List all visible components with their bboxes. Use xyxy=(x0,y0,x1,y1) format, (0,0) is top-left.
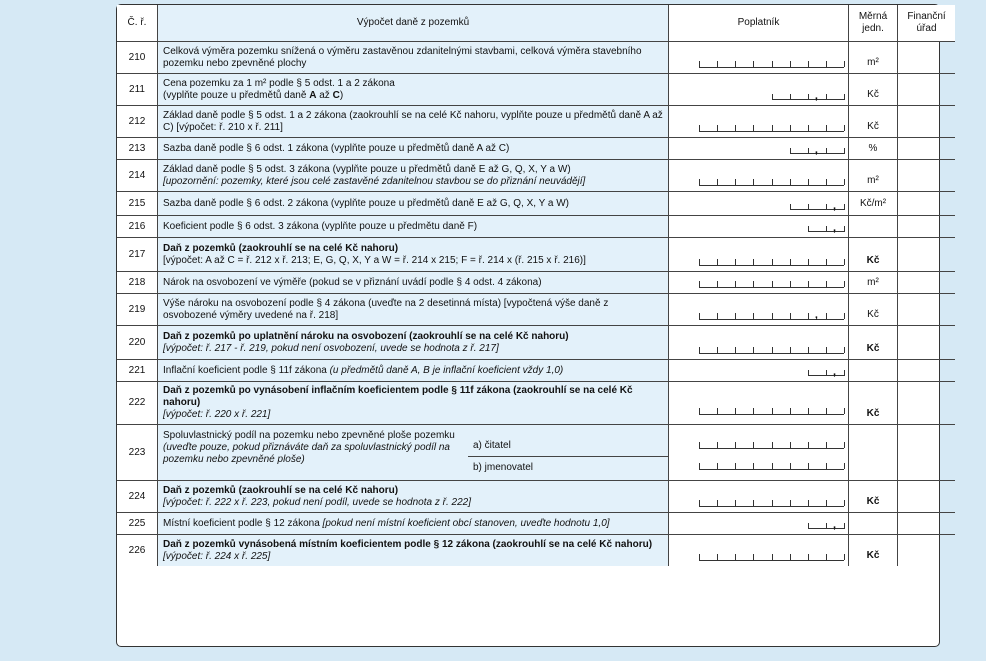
digit-separator-tick xyxy=(790,554,791,560)
digit-separator-tick xyxy=(772,500,773,506)
digit-separator-tick xyxy=(808,281,809,287)
unit-of-measure: m² xyxy=(849,42,898,74)
taxpayer-entry[interactable] xyxy=(669,238,849,272)
digit-separator-tick xyxy=(808,61,809,67)
unit-of-measure: Kč xyxy=(849,74,898,106)
digit-entry-field[interactable] xyxy=(699,347,844,354)
row-description xyxy=(158,360,669,382)
row-description xyxy=(158,138,669,160)
digit-separator-tick xyxy=(844,226,845,232)
digit-separator-tick xyxy=(826,463,827,469)
digit-separator-tick xyxy=(772,281,773,287)
row-description-note: [výpočet: ř. 224 x ř. 225] xyxy=(163,550,271,562)
digit-separator-tick xyxy=(753,259,754,265)
form-row-219 xyxy=(117,294,955,326)
row-description-text: Celková výměra pozemku snížená o výměru zastavěnou zdanitelnými stavbami, celková výměra stavebního pozemku nebo zpevněné plochy xyxy=(163,45,642,69)
row-number: 216 xyxy=(117,216,158,238)
tax-office-entry[interactable] xyxy=(898,481,956,513)
taxpayer-entry[interactable] xyxy=(669,216,849,238)
taxpayer-entry[interactable] xyxy=(669,42,849,74)
digit-separator-tick xyxy=(844,347,845,353)
row-description-note: [pokud není místní koeficient obcí stanoven, uveďte hodnotu 1,0] xyxy=(322,517,610,529)
digit-separator-tick xyxy=(808,463,809,469)
unit-of-measure: Kč xyxy=(849,535,898,567)
row-description-bold: Daň z pozemků po uplatnění nároku na osvobození (zaokrouhlí se na celé Kč nahoru) xyxy=(163,330,569,342)
unit-of-measure: Kč xyxy=(849,238,898,272)
digit-separator-tick xyxy=(844,313,845,319)
row-description-text: Výše nároku na osvobození podle § 4 zákona (uveďte na 2 desetinná místa) [vypočtená výše daně z osvobozené výměry uvedené na ř. 218] xyxy=(163,297,609,321)
form-row-224 xyxy=(117,481,955,513)
form-row-225 xyxy=(117,513,955,535)
digit-separator-tick xyxy=(717,463,718,469)
digit-separator-tick xyxy=(717,313,718,319)
decimal-comma: , xyxy=(832,222,836,234)
decimal-comma: , xyxy=(814,144,818,156)
digit-separator-tick xyxy=(717,179,718,185)
digit-separator-tick xyxy=(699,442,700,448)
tax-office-entry[interactable] xyxy=(898,535,956,567)
digit-separator-tick xyxy=(717,125,718,131)
taxpayer-entry[interactable] xyxy=(669,425,849,481)
digit-separator-tick xyxy=(772,125,773,131)
digit-separator-tick xyxy=(735,281,736,287)
tax-office-entry[interactable] xyxy=(898,138,956,160)
digit-separator-tick xyxy=(790,125,791,131)
taxpayer-entry[interactable] xyxy=(669,513,849,535)
digit-entry-field[interactable] xyxy=(699,519,844,531)
taxpayer-entry[interactable] xyxy=(669,192,849,216)
digit-separator-tick xyxy=(753,500,754,506)
row-description-note: [výpočet: ř. 220 x ř. 221] xyxy=(163,409,271,420)
digit-separator-tick xyxy=(699,125,700,131)
form-row-218 xyxy=(117,272,955,294)
digit-separator-tick xyxy=(735,125,736,131)
tax-office-entry[interactable] xyxy=(898,216,956,238)
digit-separator-tick xyxy=(808,259,809,265)
digit-separator-tick xyxy=(772,408,773,414)
digit-separator-tick xyxy=(735,179,736,185)
digit-entry-field[interactable] xyxy=(699,500,844,507)
digit-separator-tick xyxy=(753,313,754,319)
row-description xyxy=(158,294,669,326)
digit-separator-tick xyxy=(717,500,718,506)
row-number: 218 xyxy=(117,272,158,294)
digit-separator-tick xyxy=(790,500,791,506)
row-description xyxy=(158,216,669,238)
row-description-text: Sazba daně podle § 6 odst. 1 zákona (vyplňte pouze u předmětů daně A až C) xyxy=(163,142,510,154)
form-row-222 xyxy=(117,382,955,425)
digit-separator-tick xyxy=(699,281,700,287)
tax-office-entry[interactable] xyxy=(898,192,956,216)
digit-separator-tick xyxy=(717,442,718,448)
row-description-text: Základ daně podle § 5 odst. 3 zákona (vyplňte pouze u předmětů daně E až G, Q, X, Y a W) xyxy=(163,163,571,175)
digit-separator-tick xyxy=(753,442,754,448)
digit-separator-tick xyxy=(844,523,845,529)
tax-office-entry[interactable] xyxy=(898,513,956,535)
row-description-text: Sazba daně podle § 6 odst. 2 zákona (vyplňte pouze u předmětů daně E až G, Q, X, Y a W) xyxy=(163,197,569,209)
row-description-text: Nárok na osvobození ve výměře (pokud se v přiznání uvádí podle § 4 odst. 4 zákona) xyxy=(163,276,542,288)
digit-separator-tick xyxy=(735,463,736,469)
digit-separator-tick xyxy=(772,554,773,560)
tax-office-entry[interactable] xyxy=(898,382,956,425)
digit-separator-tick xyxy=(808,347,809,353)
unit-of-measure: Kč xyxy=(849,382,898,425)
digit-baseline xyxy=(772,99,845,100)
row-description-text: Spoluvlastnický podíl na pozemku nebo zpevněné ploše pozemku xyxy=(163,430,455,441)
digit-entry-field[interactable] xyxy=(699,281,844,288)
digit-separator-tick xyxy=(699,500,700,506)
digit-separator-tick xyxy=(699,313,700,319)
form-row-226 xyxy=(117,535,955,567)
row-number: 211 xyxy=(117,74,158,106)
digit-entry-field[interactable] xyxy=(699,179,844,186)
tax-office-entry[interactable] xyxy=(898,294,956,326)
row-description-bold: C xyxy=(332,89,340,101)
digit-baseline xyxy=(808,528,844,529)
row-description-bold: Daň z pozemků vynásobená místním koeficientem podle § 12 zákona (zaokrouhlí se na celé Kč nahoru) xyxy=(163,538,653,550)
unit-of-measure: Kč/m² xyxy=(849,192,898,216)
form-row-220 xyxy=(117,326,955,360)
row-number: 213 xyxy=(117,138,158,160)
unit-of-measure: m² xyxy=(849,160,898,192)
unit-of-measure xyxy=(849,360,898,382)
digit-separator-tick xyxy=(844,259,845,265)
taxpayer-entry[interactable] xyxy=(669,294,849,326)
digit-separator-tick xyxy=(735,442,736,448)
tax-office-entry[interactable] xyxy=(898,425,956,481)
digit-separator-tick xyxy=(844,500,845,506)
digit-separator-tick xyxy=(717,61,718,67)
digit-separator-tick xyxy=(790,463,791,469)
digit-separator-tick xyxy=(844,408,845,414)
digit-separator-tick xyxy=(826,500,827,506)
form-row-223 xyxy=(117,425,955,481)
decimal-comma: , xyxy=(832,200,836,212)
form-row-216 xyxy=(117,216,955,238)
digit-separator-tick xyxy=(772,463,773,469)
row-number: 221 xyxy=(117,360,158,382)
taxpayer-entry[interactable] xyxy=(669,326,849,360)
row-description-text: [výpočet: A až C = ř. 212 x ř. 213; E, G, Q, X, Y a W = ř. 214 x 215; F = ř. 214 x (ř. 215 x ř. 216)] xyxy=(163,254,586,266)
digit-separator-tick xyxy=(717,281,718,287)
header-taxpayer: Poplatník xyxy=(669,5,849,42)
digit-separator-tick xyxy=(772,442,773,448)
digit-separator-tick xyxy=(753,61,754,67)
digit-separator-tick xyxy=(808,500,809,506)
form-row-210 xyxy=(117,42,955,74)
row-number: 215 xyxy=(117,192,158,216)
digit-separator-tick xyxy=(844,370,845,376)
tax-office-entry[interactable] xyxy=(898,326,956,360)
unit-of-measure: Kč xyxy=(849,326,898,360)
decimal-comma: , xyxy=(814,309,818,321)
header-row xyxy=(117,5,955,42)
taxpayer-entry[interactable] xyxy=(669,272,849,294)
row-number: 223 xyxy=(117,425,158,481)
form-row-217 xyxy=(117,238,955,272)
row-description-note: [upozornění: pozemky, které jsou celé zastavěné zdanitelnou stavbou se do přiznání neuvádějí] xyxy=(163,175,586,187)
digit-separator-tick xyxy=(826,442,827,448)
digit-entry-field[interactable] xyxy=(699,442,844,449)
digit-separator-tick xyxy=(844,281,845,287)
header-calculation: Výpočet daně z pozemků xyxy=(158,5,669,42)
header-tax-office: Finanční úřad xyxy=(898,5,956,42)
row-number: 224 xyxy=(117,481,158,513)
header-row-number: Č. ř. xyxy=(117,5,158,42)
row-description-note: (u předmětů daně A, B je inflační koeficient vždy 1,0) xyxy=(329,364,564,376)
row-description xyxy=(158,326,669,360)
numerator-label: a) čitatel xyxy=(473,440,511,451)
digit-separator-tick xyxy=(844,554,845,560)
digit-separator-tick xyxy=(790,313,791,319)
header-unit: Měrná jedn. xyxy=(849,5,898,42)
taxpayer-entry[interactable] xyxy=(669,535,849,567)
digit-separator-tick xyxy=(772,347,773,353)
row-description-note: [výpočet: ř. 217 - ř. 219, pokud není osvobození, uvede se hodnota z ř. 217] xyxy=(163,342,499,354)
taxpayer-entry[interactable] xyxy=(669,160,849,192)
digit-baseline xyxy=(808,231,844,232)
row-description xyxy=(158,535,669,567)
digit-separator-tick xyxy=(826,259,827,265)
digit-separator-tick xyxy=(735,554,736,560)
tax-table xyxy=(117,5,955,566)
tax-office-entry[interactable] xyxy=(898,74,956,106)
row-description-note: (uveďte pouze, pokud přiznáváte daň za spoluvlastnický podíl na pozemku nebo zpevněné ploše) xyxy=(163,442,450,465)
form-row-211 xyxy=(117,74,955,106)
digit-separator-tick xyxy=(753,408,754,414)
row-description xyxy=(158,74,669,106)
row-description-bold: Daň z pozemků po vynásobení inflačním koeficientem podle § 11f zákona (zaokrouhlí se na celé Kč nahoru) xyxy=(163,385,633,408)
tax-office-entry[interactable] xyxy=(898,42,956,74)
digit-entry-field[interactable] xyxy=(699,90,844,102)
digit-separator-tick xyxy=(772,179,773,185)
digit-entry-field[interactable] xyxy=(699,125,844,132)
digit-separator-tick xyxy=(826,179,827,185)
digit-entry-field[interactable] xyxy=(699,200,844,212)
decimal-comma: , xyxy=(832,519,836,531)
decimal-comma: , xyxy=(814,90,818,102)
row-description xyxy=(158,272,669,294)
decimal-comma: , xyxy=(832,366,836,378)
digit-separator-tick xyxy=(753,347,754,353)
digit-separator-tick xyxy=(826,125,827,131)
digit-separator-tick xyxy=(772,313,773,319)
taxpayer-entry[interactable] xyxy=(669,382,849,425)
digit-separator-tick xyxy=(826,281,827,287)
digit-separator-tick xyxy=(808,442,809,448)
digit-separator-tick xyxy=(772,259,773,265)
digit-separator-tick xyxy=(753,281,754,287)
digit-separator-tick xyxy=(808,313,809,319)
digit-entry-field[interactable] xyxy=(699,61,844,68)
row-description xyxy=(158,42,669,74)
row-description-bold: Daň z pozemků (zaokrouhlí se na celé Kč nahoru) xyxy=(163,242,399,254)
digit-separator-tick xyxy=(844,442,845,448)
digit-separator-tick xyxy=(826,61,827,67)
digit-entry-field[interactable] xyxy=(699,222,844,234)
digit-entry-field[interactable] xyxy=(699,144,844,156)
taxpayer-entry[interactable] xyxy=(669,360,849,382)
row-description-text: Koeficient podle § 6 odst. 3 zákona (vyplňte pouze u předmětu daně F) xyxy=(163,220,478,232)
digit-separator-tick xyxy=(699,463,700,469)
digit-baseline xyxy=(808,375,844,376)
digit-separator-tick xyxy=(844,61,845,67)
digit-separator-tick xyxy=(753,179,754,185)
unit-of-measure: % xyxy=(849,138,898,160)
row-description-text: až xyxy=(316,89,333,101)
digit-separator-tick xyxy=(808,179,809,185)
row-description-bold: Daň z pozemků (zaokrouhlí se na celé Kč nahoru) xyxy=(163,484,399,496)
row-description-text: Inflační koeficient podle § 11f zákona xyxy=(163,364,330,376)
row-number: 210 xyxy=(117,42,158,74)
taxpayer-entry[interactable] xyxy=(669,481,849,513)
digit-separator-tick xyxy=(826,554,827,560)
row-number: 212 xyxy=(117,106,158,138)
digit-separator-tick xyxy=(808,125,809,131)
row-description xyxy=(158,192,669,216)
digit-separator-tick xyxy=(844,179,845,185)
digit-separator-tick xyxy=(699,259,700,265)
digit-separator-tick xyxy=(826,408,827,414)
tax-office-entry[interactable] xyxy=(898,160,956,192)
digit-separator-tick xyxy=(753,125,754,131)
row-number: 217 xyxy=(117,238,158,272)
taxpayer-entry[interactable] xyxy=(669,106,849,138)
digit-separator-tick xyxy=(735,313,736,319)
digit-separator-tick xyxy=(717,347,718,353)
form-row-212 xyxy=(117,106,955,138)
row-description xyxy=(158,106,669,138)
unit-of-measure: Kč xyxy=(849,481,898,513)
unit-of-measure: Kč xyxy=(849,294,898,326)
digit-separator-tick xyxy=(735,61,736,67)
tax-office-entry[interactable] xyxy=(898,272,956,294)
digit-separator-tick xyxy=(790,179,791,185)
row-number: 226 xyxy=(117,535,158,567)
row-description-bold: A xyxy=(309,89,317,101)
taxpayer-entry[interactable] xyxy=(669,138,849,160)
unit-of-measure: m² xyxy=(849,272,898,294)
unit-of-measure xyxy=(849,425,898,481)
digit-separator-tick xyxy=(699,554,700,560)
row-description-text: Místní koeficient podle § 12 zákona xyxy=(163,517,323,529)
digit-separator-tick xyxy=(790,61,791,67)
row-number: 220 xyxy=(117,326,158,360)
digit-separator-tick xyxy=(790,347,791,353)
digit-separator-tick xyxy=(826,347,827,353)
form-row-215 xyxy=(117,192,955,216)
digit-separator-tick xyxy=(717,408,718,414)
row-description xyxy=(158,160,669,192)
row-description-text: Základ daně podle § 5 odst. 1 a 2 zákona (zaokrouhlí se na celé Kč nahoru, vyplňte pouze u předmětů daně A až C) [výpočet: ř. 210 x ř. 211] xyxy=(163,109,663,133)
digit-entry-field[interactable] xyxy=(699,408,844,415)
row-number: 225 xyxy=(117,513,158,535)
digit-separator-tick xyxy=(699,408,700,414)
unit-of-measure xyxy=(849,216,898,238)
unit-of-measure: Kč xyxy=(849,106,898,138)
row-description xyxy=(158,425,669,481)
form-row-214 xyxy=(117,160,955,192)
digit-entry-field[interactable] xyxy=(699,366,844,378)
digit-entry-field[interactable] xyxy=(699,554,844,561)
row-description xyxy=(158,238,669,272)
digit-separator-tick xyxy=(699,347,700,353)
digit-separator-tick xyxy=(772,61,773,67)
digit-separator-tick xyxy=(844,125,845,131)
digit-separator-tick xyxy=(699,61,700,67)
digit-separator-tick xyxy=(717,259,718,265)
row-description-text: Cena pozemku za 1 m² podle § 5 odst. 1 a 2 zákona xyxy=(163,77,395,89)
digit-separator-tick xyxy=(808,554,809,560)
digit-separator-tick xyxy=(790,408,791,414)
form-row-221 xyxy=(117,360,955,382)
tax-office-entry[interactable] xyxy=(898,106,956,138)
digit-separator-tick xyxy=(753,554,754,560)
digit-separator-tick xyxy=(717,554,718,560)
unit-of-measure xyxy=(849,513,898,535)
tax-office-entry[interactable] xyxy=(898,360,956,382)
row-description xyxy=(158,382,669,425)
digit-separator-tick xyxy=(808,408,809,414)
tax-form-frame xyxy=(116,4,946,647)
row-description-text: ) xyxy=(339,89,344,101)
taxpayer-entry[interactable] xyxy=(669,74,849,106)
row-description-note: [výpočet: ř. 222 x ř. 223, pokud není podíl, uvede se hodnota z ř. 222] xyxy=(163,496,471,508)
tax-office-entry[interactable] xyxy=(898,238,956,272)
denominator-label: b) jmenovatel xyxy=(473,462,534,473)
row-number: 222 xyxy=(117,382,158,425)
digit-separator-tick xyxy=(844,204,845,210)
digit-separator-tick xyxy=(735,408,736,414)
digit-separator-tick xyxy=(790,281,791,287)
digit-entry-field[interactable] xyxy=(699,463,844,470)
digit-separator-tick xyxy=(844,148,845,154)
digit-entry-field[interactable] xyxy=(699,259,844,266)
form-row-213 xyxy=(117,138,955,160)
digit-separator-tick xyxy=(735,500,736,506)
row-number: 219 xyxy=(117,294,158,326)
digit-separator-tick xyxy=(753,463,754,469)
digit-separator-tick xyxy=(790,442,791,448)
row-description xyxy=(158,513,669,535)
digit-separator-tick xyxy=(844,463,845,469)
digit-separator-tick xyxy=(844,94,845,100)
digit-separator-tick xyxy=(699,179,700,185)
row-number: 214 xyxy=(117,160,158,192)
digit-entry-field[interactable] xyxy=(699,309,844,321)
row-description-text: (vyplňte pouze u předmětů daně xyxy=(163,89,310,101)
digit-separator-tick xyxy=(735,347,736,353)
digit-separator-tick xyxy=(826,313,827,319)
digit-separator-tick xyxy=(735,259,736,265)
row-description xyxy=(158,481,669,513)
digit-separator-tick xyxy=(790,259,791,265)
